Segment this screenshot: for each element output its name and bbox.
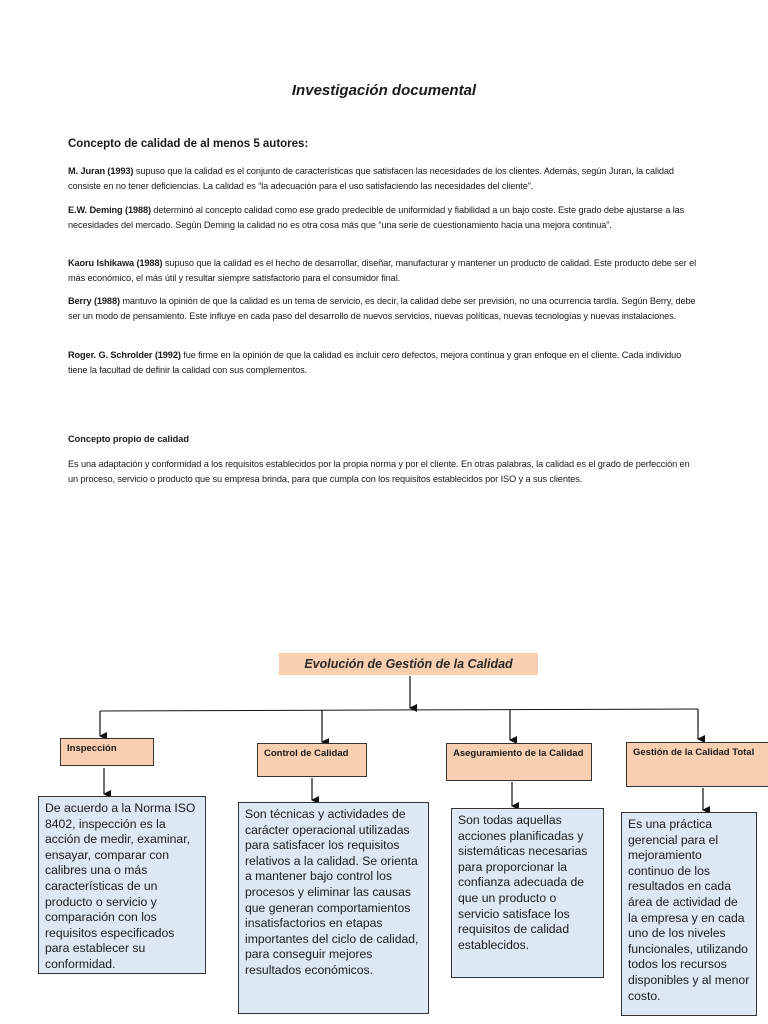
- node-description-gestion-total: Es una práctica gerencial para el mejoramiento continuo de los resultados en cada área de actividad de la empresa y en cada uno de los niveles funcionales, utilizando todos los recursos disponibles y al menor costo.: [621, 812, 757, 1016]
- author-name: Roger. G. Schrolder (1992): [68, 350, 181, 360]
- author-name: M. Juran (1993): [68, 166, 134, 176]
- node-heading-inspeccion: Inspección: [60, 738, 154, 766]
- own-concept-paragraph: Es una adaptación y conformidad a los requisitos establecidos por la propia norma y por el cliente. En otras palabras, la calidad es el grado de perfección en un proceso, servicio o producto que su empresa brinda, para que cumpla con los requisitos establecidos por ISO y a sus clientes.: [68, 459, 690, 484]
- author-name: E.W. Deming (1988): [68, 205, 151, 215]
- document-title: Investigación documental: [291, 82, 477, 99]
- author-text: supuso que la calidad es el conjunto de características que satisfacen las necesidades de los clientes. Además, según Juran, la calidad consiste en no tener deficiencias. La calidad es “la adecuación para el uso satisfaciendo las necesidades del cliente”.: [68, 166, 674, 191]
- node-heading-aseguramiento: Aseguramiento de la Calidad: [446, 743, 592, 781]
- author-name: Kaoru Ishikawa (1988): [68, 258, 163, 268]
- author-name: Berry (1988): [68, 296, 120, 306]
- connector-branch: [100, 709, 698, 711]
- node-heading-control-calidad: Control de Calidad: [257, 743, 367, 777]
- author-text: determinó al concepto calidad como ese grado predecible de uniformidad y fiabilidad a un bajo coste. Este grado debe ajustarse a las necesidades del mercado. Según Deming la calidad no es otra cosa más que “una serie de cuestionamiento hacia una mejora continua”.: [68, 205, 685, 230]
- author-text: supuso que la calidad es el hecho de desarrollar, diseñar, manufacturar y mantener un producto de calidad. Este producto debe ser el más económico, el más útil y resultar siempre satisfactorio para el consumidor final.: [68, 258, 697, 283]
- section-heading-own-concept: Concepto propio de calidad: [68, 434, 189, 444]
- author-text: mantuvo la opinión de que la calidad es un tema de servicio, es decir, la calidad debe ser previsión, no una ocurrencia tardía. Según Berry, debe ser un modo de pensamiento. Este influye en cada paso del desarrollo de nuevos servicios, nuevas políticas, nuevas tecnologías y nuevas instalaciones.: [68, 296, 696, 321]
- diagram-title: Evolución de Gestión de la Calidad: [279, 653, 538, 675]
- node-description-inspeccion: De acuerdo a la Norma ISO 8402, inspección es la acción de medir, examinar, ensayar, comparar con calibres una o más características de un producto o servicio y comparación con los requisitos especificados para establecer su conformidad.: [38, 796, 206, 974]
- author-text: fue firme en la opinión de que la calidad es incluir cero defectos, mejora continua y gran enfoque en el cliente. Cada individuo tiene la facultad de definir la calidad con sus complementos.: [68, 350, 682, 375]
- node-description-control-calidad: Son técnicas y actividades de carácter operacional utilizadas para satisfacer los requisitos relativos a la calidad. Se orienta a mantener bajo control los procesos y eliminar las causas que generan comportamientos insatisfactorios en etapas importantes del ciclo de calidad, para conseguir mejores resultados económicos.: [238, 802, 429, 1014]
- node-heading-gestion-total: Gestión de la Calidad Total: [626, 742, 768, 787]
- node-description-aseguramiento: Son todas aquellas acciones planificadas y sistemáticas necesarias para proporcionar la confianza adecuada de que un producto o servicio satisface los requisitos de calidad establecidos.: [451, 808, 604, 978]
- section-heading-authors: Concepto de calidad de al menos 5 autores:: [68, 138, 309, 150]
